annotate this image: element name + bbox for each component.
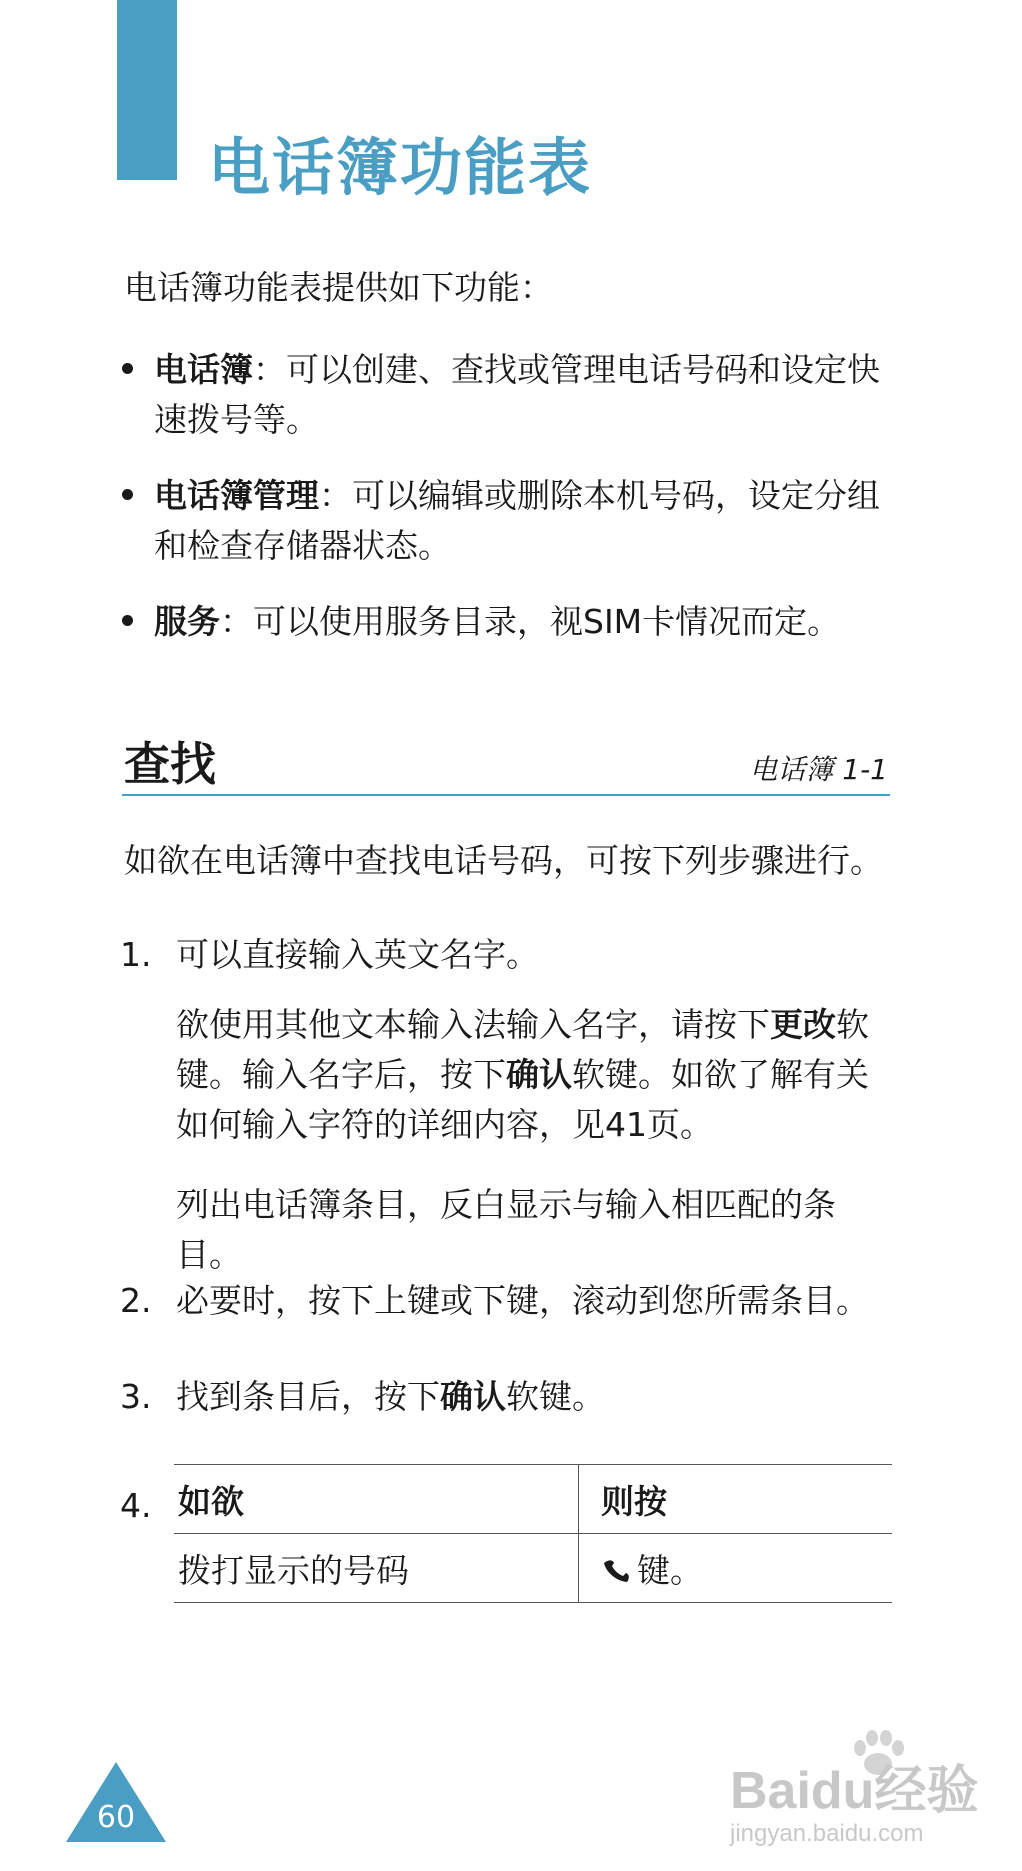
feature-term: 电话簿 bbox=[154, 350, 253, 389]
step-text: 可以直接输入英文名字。 bbox=[176, 935, 539, 974]
page-number-badge bbox=[66, 1762, 166, 1842]
page-number: 60 bbox=[96, 1800, 136, 1835]
feature-list bbox=[120, 345, 880, 673]
step-number: 1. bbox=[120, 935, 152, 974]
phone-send-icon bbox=[601, 1553, 631, 1592]
table-header-action: 如欲 bbox=[174, 1465, 579, 1534]
table-header-key: 则按 bbox=[579, 1465, 893, 1534]
softkey-ok-label: 确认 bbox=[440, 1377, 506, 1416]
step-1-note-result: 列出电话簿条目，反白显示与输入相匹配的条目。 bbox=[176, 1185, 836, 1274]
note-text: 软键。输入名字后，按下 bbox=[176, 1005, 869, 1094]
step-1-note-input-method bbox=[176, 1000, 896, 1150]
step-number: 2. bbox=[120, 1281, 152, 1320]
step-text-part: 软键。 bbox=[506, 1377, 605, 1416]
feature-item-services bbox=[120, 597, 880, 647]
step-number: 3. bbox=[120, 1377, 152, 1416]
page-title: 电话簿功能表 bbox=[208, 131, 593, 204]
feature-term: 服务 bbox=[154, 602, 220, 641]
section-intro: 如欲在电话簿中查找电话号码，可按下列步骤进行。 bbox=[124, 841, 883, 880]
note-text: 欲使用其他文本输入法输入名字，请按下 bbox=[176, 1005, 770, 1044]
step-text-part: 找到条目后，按下 bbox=[176, 1377, 440, 1416]
bullet-icon bbox=[122, 363, 133, 374]
table-cell-action: 拨打显示的号码 bbox=[174, 1534, 579, 1603]
softkey-ok-label: 确认 bbox=[506, 1055, 572, 1094]
bullet-icon bbox=[122, 615, 133, 626]
watermark-logo-text: Baidu经验 bbox=[730, 1762, 979, 1820]
feature-item-phonebook bbox=[120, 345, 880, 445]
key-suffix-text: 键。 bbox=[637, 1550, 703, 1590]
step-4-options-table bbox=[120, 1464, 892, 1604]
step-text: 必要时，按下上键或下键，滚动到您所需条目。 bbox=[176, 1281, 869, 1320]
bullet-icon bbox=[122, 489, 133, 500]
section-menu-ref: 电话簿 1-1 bbox=[749, 753, 888, 786]
section-header bbox=[122, 728, 890, 796]
table-row bbox=[174, 1534, 892, 1603]
options-table bbox=[174, 1464, 892, 1603]
table-cell-key bbox=[579, 1534, 893, 1603]
feature-desc: ：可以创建、查找或管理电话号码和设定快速拨号等。 bbox=[154, 350, 880, 439]
step-text bbox=[176, 1374, 605, 1420]
feature-desc: ：可以使用服务目录，视SIM卡情况而定。 bbox=[220, 602, 841, 641]
step-number: 4. bbox=[120, 1486, 152, 1525]
title-accent-bar bbox=[117, 0, 177, 180]
feature-desc: ：可以编辑或删除本机号码，设定分组和检查存储器状态。 bbox=[154, 476, 880, 565]
section-title: 查找 bbox=[124, 737, 216, 791]
watermark-url: jingyan.baidu.com bbox=[730, 1820, 924, 1847]
intro-text: 电话簿功能表提供如下功能： bbox=[124, 268, 553, 307]
note-text: 软键。如欲了解有关如何输入字符的详细内容，见41页。 bbox=[176, 1055, 869, 1144]
feature-item-phonebook-management bbox=[120, 471, 880, 571]
baidu-watermark bbox=[730, 1730, 1000, 1850]
feature-term: 电话簿管理 bbox=[154, 476, 319, 515]
softkey-change-label: 更改 bbox=[770, 1005, 836, 1044]
